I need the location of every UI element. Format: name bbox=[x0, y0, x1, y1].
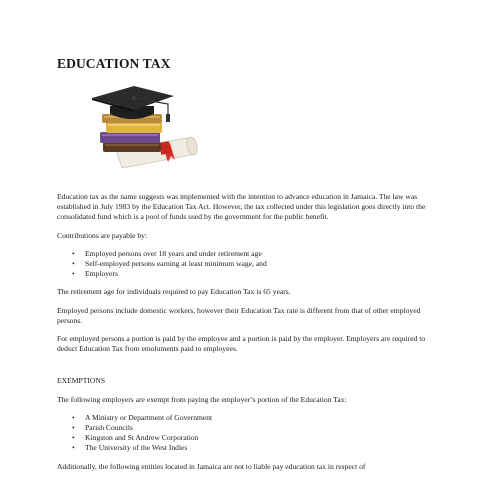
portion-paragraph: For employed persons a portion is paid by the employee and a portion is paid by the employer. Employers are required to deduct Education Tax from emoluments paid to employees. bbox=[57, 334, 426, 354]
list-item: • Kingston and St Andrew Corporation bbox=[72, 433, 199, 443]
book-stack bbox=[100, 114, 162, 152]
list-item: • Parish Councils bbox=[72, 423, 133, 433]
list-item: • Self-employed persons earning at least minimum wage, and bbox=[72, 259, 267, 269]
list-item: • Employed persons over 18 years and under retirement age bbox=[72, 248, 262, 258]
graduation-cap-books-icon bbox=[76, 84, 206, 176]
payers-list bbox=[57, 249, 427, 280]
exemptions-heading: EXEMPTIONS bbox=[57, 376, 106, 386]
document-body bbox=[57, 192, 427, 480]
intro-paragraph: Education tax as the name suggests was implemented with the intention to advance education in Jamaica. The law was established in July 1983 by the Education Tax Act. However, the tax collected under this legislation goes directly into the consolidated fund which is a pool of funds used by the government for the public benefit. bbox=[57, 192, 426, 222]
retirement-paragraph: The retirement age for individuals required to pay Education Tax is 65 years. bbox=[57, 287, 291, 297]
list-item: • Employers bbox=[72, 269, 118, 279]
employed-paragraph: Employed persons include domestic workers, however their Education Tax rate is different from that of other employed persons. bbox=[57, 305, 421, 325]
additionally-paragraph: Additionally, the following entities located in Jamaica are not to liable pay education tax in respect of bbox=[57, 461, 366, 471]
page-title: EDUCATION TAX bbox=[57, 56, 171, 71]
contributions-paragraph: Contributions are payable by: bbox=[57, 230, 148, 240]
exempt-employers-list bbox=[57, 413, 427, 454]
list-item: • The University of the West Indies bbox=[72, 443, 188, 453]
exempt-intro-paragraph: The following employers are exempt from paying the employer’s portion of the Education Tax: bbox=[57, 394, 347, 404]
list-item: • A Ministry or Department of Government bbox=[72, 412, 213, 422]
